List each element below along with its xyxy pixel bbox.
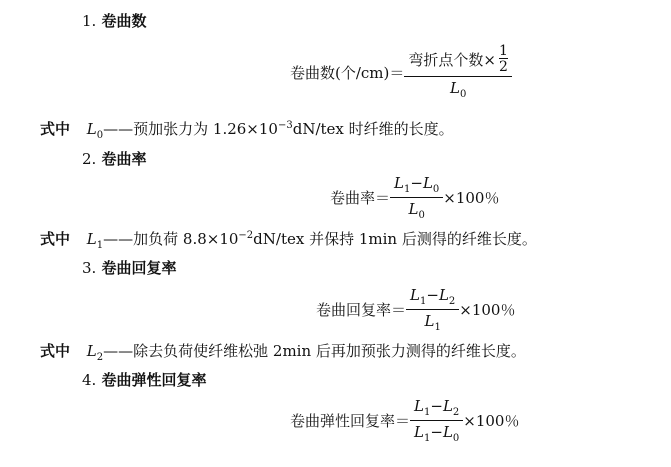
formula-3-lhs: 卷曲回复率＝ xyxy=(316,301,407,319)
formula-1-half-num: 1 xyxy=(498,43,508,59)
definition-1-text-a: 预加张力为 1.26×10 xyxy=(133,120,278,138)
formula-3-num-a: L xyxy=(410,286,420,304)
heading-1-number: 1. xyxy=(82,12,97,30)
formula-2-den-a: L xyxy=(408,200,419,218)
formula-1-den-var: L xyxy=(449,79,460,97)
formula-4-den-a-sub: 1 xyxy=(423,433,431,444)
formula-3-den-a-sub: 1 xyxy=(434,322,441,333)
formula-3-num-b: L xyxy=(438,286,449,304)
formula-4-den-b-sub: 0 xyxy=(452,433,460,444)
heading-3-number: 3. xyxy=(82,259,97,277)
formula-3-fraction xyxy=(408,286,457,333)
formula-4-den-a: L xyxy=(414,423,424,441)
formula-4-numerator xyxy=(412,397,461,420)
heading-4 xyxy=(82,369,207,390)
heading-1-text: 卷曲数 xyxy=(101,12,147,30)
formula-4-num-op: − xyxy=(430,397,443,415)
definition-3-var: L xyxy=(86,342,97,360)
formula-4-lhs: 卷曲弹性回复率＝ xyxy=(290,412,411,430)
formula-4-num-a-sub: 1 xyxy=(423,407,431,418)
formula-4-den-op: − xyxy=(430,423,443,441)
formula-3-denominator xyxy=(406,309,459,333)
definition-2-var-sub: 1 xyxy=(96,240,104,251)
formula-4-fraction xyxy=(412,397,461,444)
formula-3-num-op: − xyxy=(426,286,439,304)
formula-3-num-a-sub: 1 xyxy=(419,296,427,307)
definition-2-text-b: dN/tex 并保持 1min 后测得的纤维长度。 xyxy=(253,230,537,248)
formula-4-denominator xyxy=(410,420,463,444)
formula-2-num-b: L xyxy=(422,174,433,192)
heading-3-text: 卷曲回复率 xyxy=(101,259,177,277)
formula-1-den-sub: 0 xyxy=(459,89,467,100)
definition-1-prefix: 式中 xyxy=(40,120,71,138)
formula-1-half xyxy=(499,44,508,74)
definition-l2 xyxy=(40,340,526,363)
formula-2-lhs: 卷曲率＝ xyxy=(330,189,391,207)
formula-3-num-b-sub: 2 xyxy=(448,296,456,307)
definition-3-prefix: 式中 xyxy=(40,342,71,360)
definition-1-var-sub: 0 xyxy=(96,130,104,141)
formula-2-tail: ×100％ xyxy=(443,189,500,207)
definition-1-dash: —— xyxy=(103,120,134,138)
formula-1-numerator-text: 弯折点个数× xyxy=(408,50,496,69)
definition-1-var: L xyxy=(86,120,97,138)
formula-2-num-b-sub: 0 xyxy=(432,184,440,195)
heading-2 xyxy=(82,148,147,169)
formula-2-num-op: − xyxy=(410,174,423,192)
formula-1-half-den: 2 xyxy=(498,59,508,75)
formula-1-denominator xyxy=(404,76,512,100)
formula-crimp-ratio xyxy=(330,174,499,221)
formula-crimp-recovery xyxy=(316,286,515,333)
definition-3-var-sub: 2 xyxy=(96,352,104,363)
formula-2-num-a-sub: 1 xyxy=(403,184,411,195)
heading-2-number: 2. xyxy=(82,150,97,168)
definition-2-text-a: 加负荷 8.8×10 xyxy=(133,230,239,248)
formula-3-den-a: L xyxy=(424,312,435,330)
formula-2-den-a-sub: 0 xyxy=(418,210,425,221)
formula-2-fraction xyxy=(392,174,441,221)
definition-l1 xyxy=(40,228,537,251)
heading-1 xyxy=(82,10,147,31)
definition-1-text-b: dN/tex 时纤维的长度。 xyxy=(292,120,454,138)
heading-3 xyxy=(82,257,177,278)
formula-4-den-b: L xyxy=(442,423,453,441)
definition-3-text: 除去负荷使纤维松弛 2min 后再加预张力测得的纤维长度。 xyxy=(133,342,526,360)
formula-4-tail: ×100％ xyxy=(463,412,520,430)
definition-2-dash: —— xyxy=(103,230,134,248)
definition-2-prefix: 式中 xyxy=(40,230,71,248)
formula-crimp-elastic-recovery xyxy=(290,397,519,444)
formula-4-num-a: L xyxy=(414,397,424,415)
formula-2-num-a: L xyxy=(394,174,404,192)
formula-4-num-b-sub: 2 xyxy=(452,407,460,418)
formula-1-lhs: 卷曲数(个/cm)＝ xyxy=(290,63,405,82)
formula-2-numerator xyxy=(392,174,441,197)
formula-crimp-number xyxy=(290,44,512,100)
formula-4-num-b: L xyxy=(442,397,453,415)
definition-2-var: L xyxy=(86,230,97,248)
heading-4-number: 4. xyxy=(82,371,97,389)
definition-2-exponent: −2 xyxy=(238,230,254,241)
formula-1-numerator xyxy=(406,44,510,76)
formula-1-fraction xyxy=(406,44,510,100)
formula-3-numerator xyxy=(408,286,457,309)
definition-l0 xyxy=(40,118,454,141)
formula-3-tail: ×100％ xyxy=(459,301,516,319)
heading-4-text: 卷曲弹性回复率 xyxy=(101,371,207,389)
formula-2-denominator xyxy=(390,197,443,221)
definition-1-exponent: −3 xyxy=(277,120,293,131)
definition-3-dash: —— xyxy=(103,342,134,360)
heading-2-text: 卷曲率 xyxy=(101,150,147,168)
